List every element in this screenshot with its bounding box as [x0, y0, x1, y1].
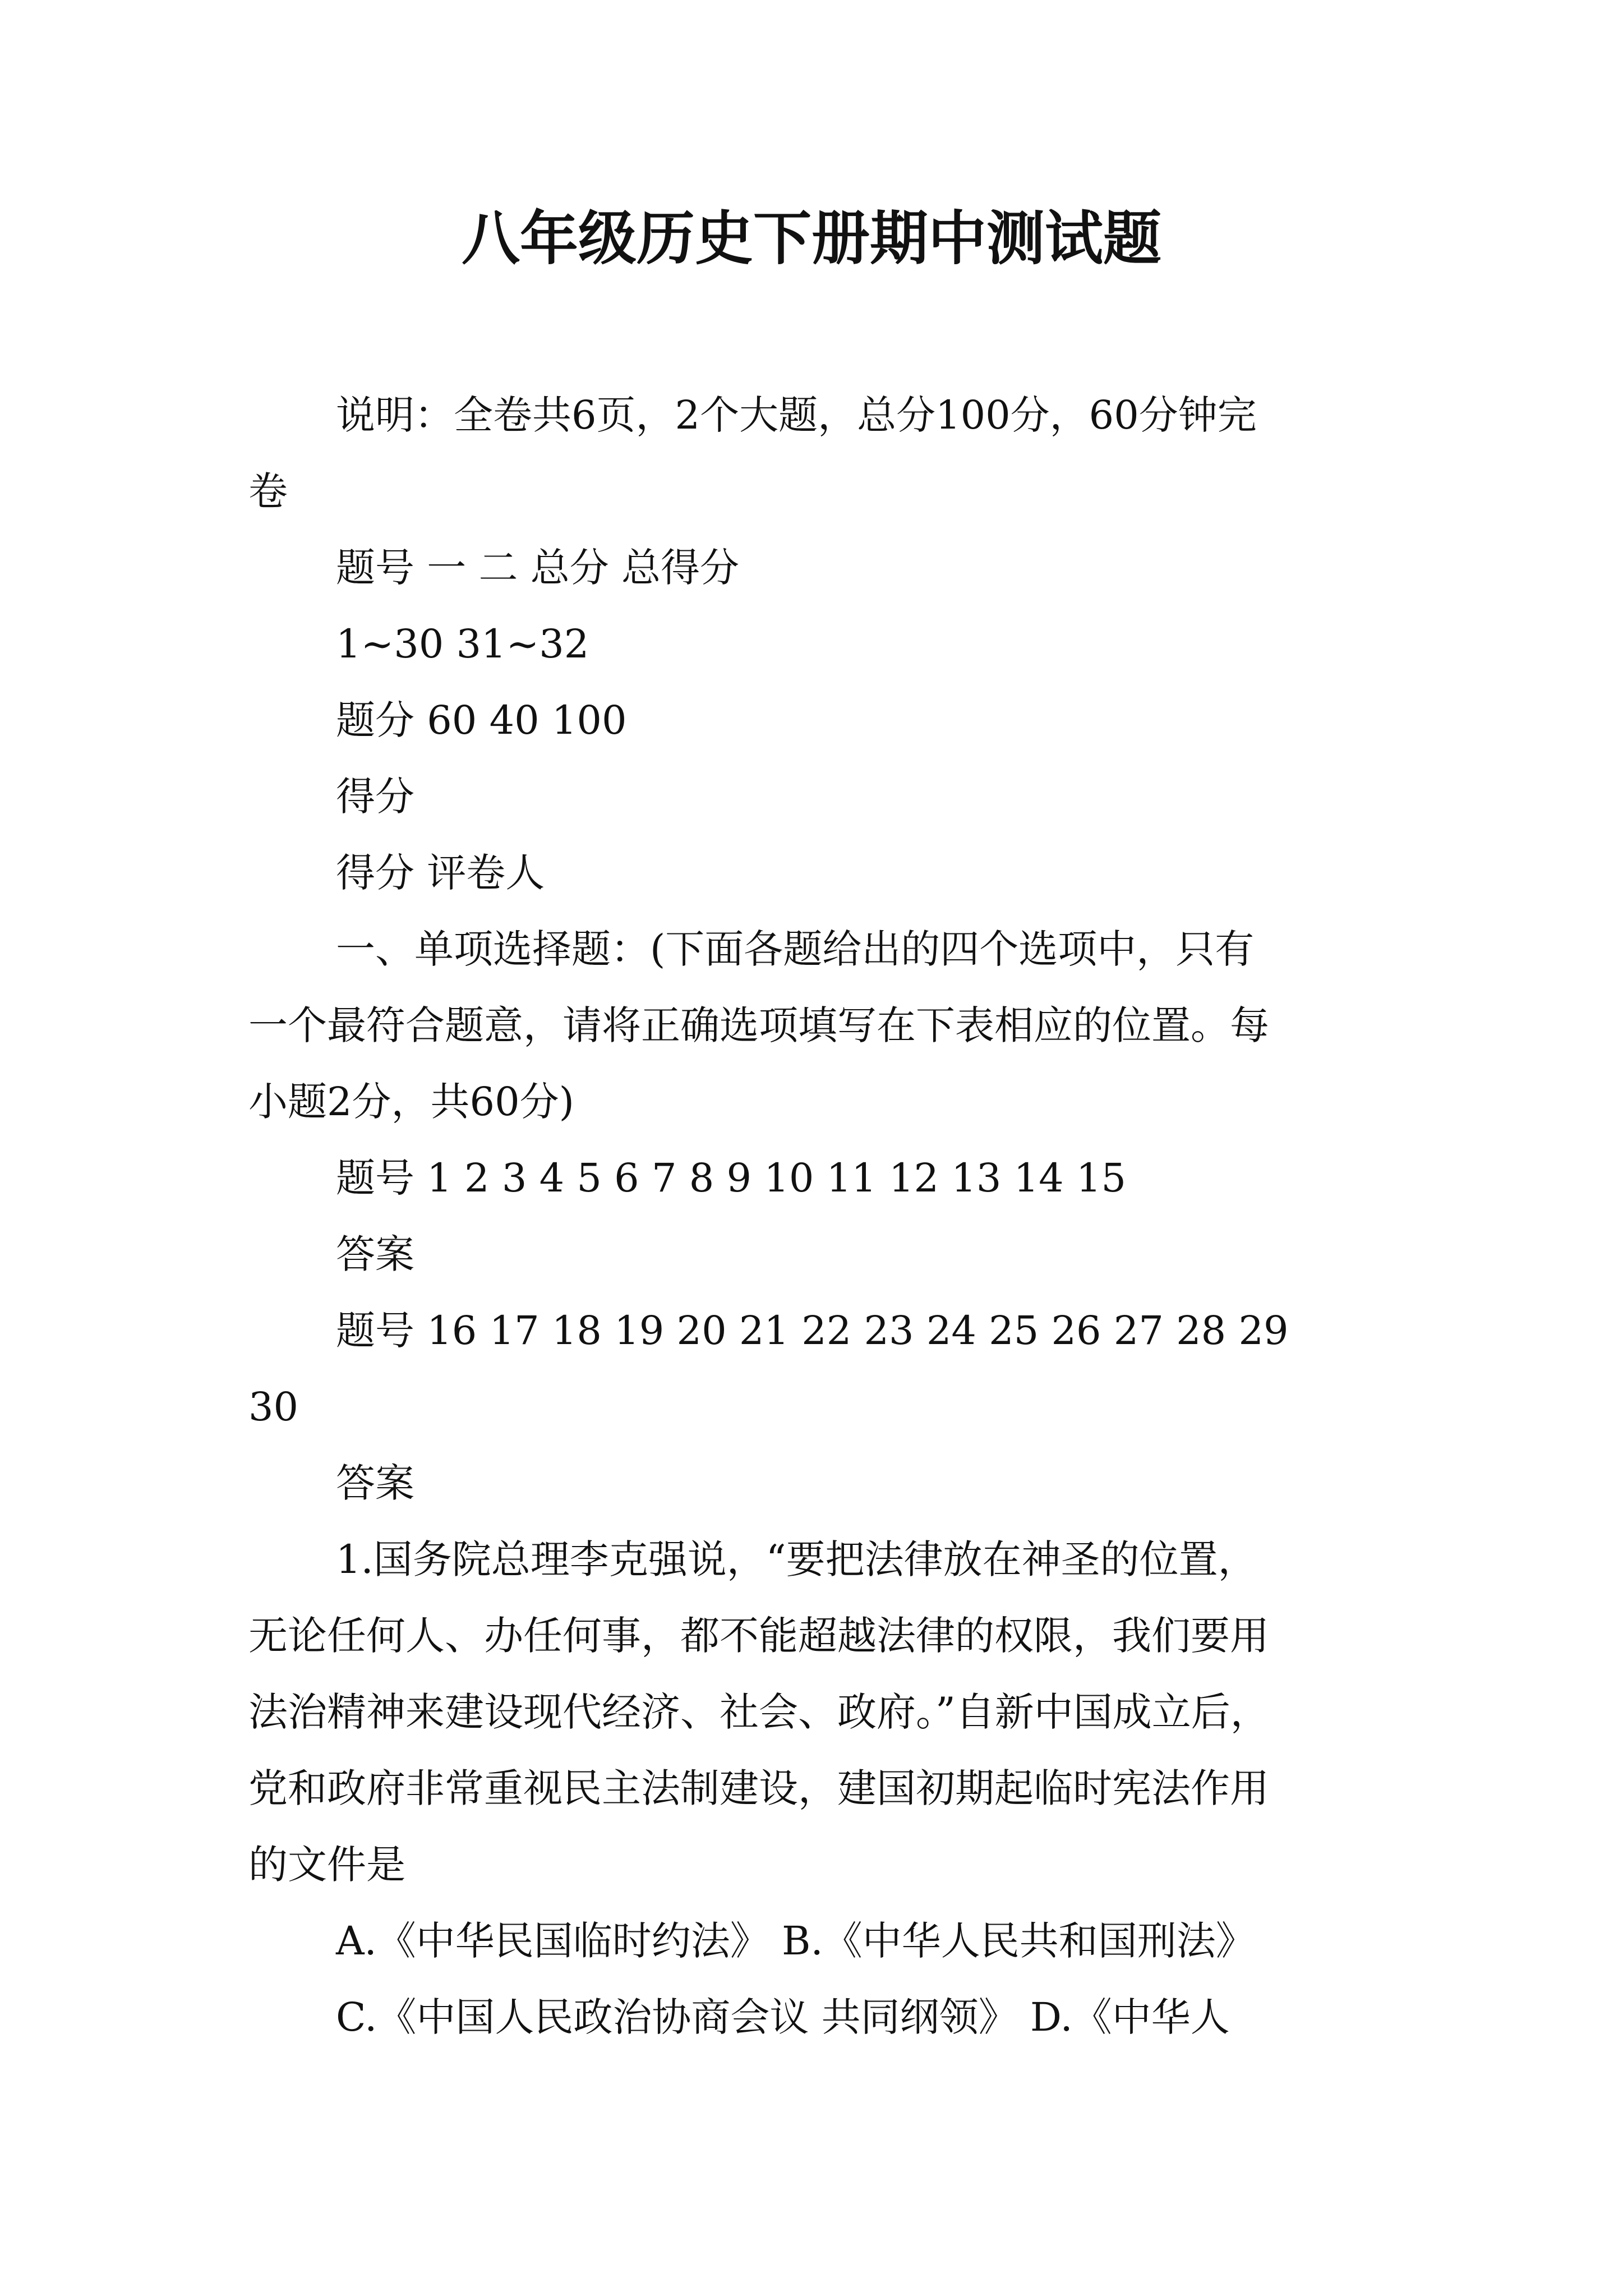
section-heading: 一、单项选择题：(下面各题给出的四个选项中，只有 — [336, 926, 1255, 972]
document-title: 八年级历史下册期中测试题 — [461, 204, 1161, 273]
instructions-line: 说明：全卷共6页，2个大题，总分100分，60分钟完 — [336, 392, 1257, 438]
answer-grid-label: 答案 — [336, 1460, 414, 1506]
section-heading-cont: 一个最符合题意，请将正确选项填写在下表相应的位置。每 — [248, 1002, 1269, 1048]
answer-grid-label: 答案 — [336, 1231, 414, 1277]
question-options: A.《中华民国临时约法》 B.《中华人民共和国刑法》 — [336, 1918, 1255, 1964]
grader-row: 得分 评卷人 — [336, 850, 545, 896]
section-heading-cont: 小题2分，共60分) — [248, 1079, 574, 1125]
answer-grid-numbers: 题号 16 17 18 19 20 21 22 23 24 25 26 27 28 29 — [336, 1308, 1289, 1354]
instructions-line-cont: 卷 — [248, 468, 288, 514]
answer-grid-numbers: 题号 1 2 3 4 5 6 7 8 9 10 11 12 13 14 15 — [336, 1155, 1127, 1201]
score-table-header: 题号 一 二 总分 总得分 — [336, 545, 740, 591]
question-text: 1.国务院总理李克强说，“要把法律放在神圣的位置， — [336, 1536, 1257, 1582]
score-table-obtained: 得分 — [336, 774, 414, 820]
score-table-range: 1~30 31~32 — [336, 621, 589, 667]
document-body — [248, 377, 1387, 2055]
question-text-cont: 党和政府非常重视民主法制建设，建国初期起临时宪法作用 — [248, 1765, 1269, 1811]
question-text-cont: 无论任何人、办任何事，都不能超越法律的权限，我们要用 — [248, 1613, 1269, 1659]
question-text-cont: 的文件是 — [248, 1842, 405, 1888]
question-text-cont: 法治精神来建设现代经济、社会、政府。”自新中国成立后， — [248, 1689, 1270, 1735]
question-options: C.《中国人民政治协商会议 共同纲领》 D.《中华人 — [336, 1994, 1230, 2040]
answer-grid-numbers-cont: 30 — [248, 1384, 299, 1430]
score-table-points: 题分 60 40 100 — [336, 697, 627, 743]
